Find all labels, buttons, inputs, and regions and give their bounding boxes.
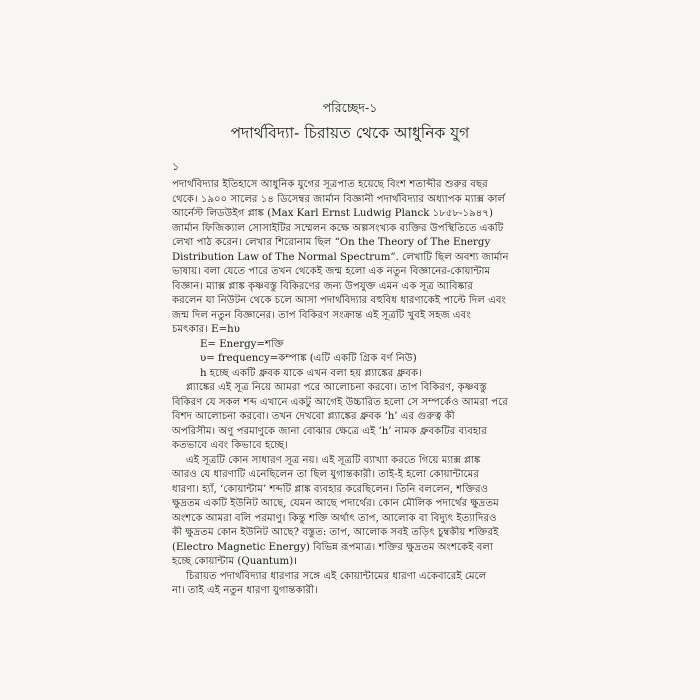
- text-line: চমৎকার। E=hυ: [172, 324, 240, 335]
- text-line: E= Energy=শক্তি: [200, 338, 284, 350]
- chapter-label: পরিচ্ছেদ-১: [322, 100, 378, 115]
- text-line: পদার্থবিদ্যার ইতিহাসে আধুনিক যুগের সূত্রপাত হয়েছে বিংশ শতাব্দীর শুরুর বছর: [172, 179, 488, 190]
- text-line: υ= frequency=কম্পাঙ্ক (এটি একটি গ্রিক বর্ণ নিউ): [200, 353, 417, 364]
- text-line: Distribution Law of The Normal Spectrum”. লেখাটি ছিল অবশ্য জার্মান: [172, 251, 509, 263]
- body-text: [172, 178, 528, 599]
- text-line: প্ল্যাঙ্কের এই সূত্র নিয়ে আমরা পরে আলোচনা করবো। তাপ বিকিরণ, কৃষ্ণবস্তু: [186, 382, 487, 393]
- text-line: ক্ষুদ্রতম একটি ইউনিট আছে, যেমন আছে পদার্থের। কোন মৌলিক পদার্থের ক্ষুদ্রতম: [172, 498, 499, 509]
- text-line: অপরিসীম। অণু পরমাণুকে জানা বোঝার ক্ষেত্রে এই ‘h’ নামক ধ্রুবকটির ব্যবহার: [172, 425, 487, 437]
- text-line: কতভাবে এবং কিভাবে হচ্ছে।: [172, 440, 288, 451]
- chapter-title: পদার্থবিদ্যা- চিরায়ত থেকে আধুনিক যুগ: [230, 124, 470, 142]
- text-line: জার্মান ফিজিক্যাল সোসাইটির সম্মেলন কক্ষে অল্পসংখ্যক ব্যক্তির উপস্থিতিতে একটি: [172, 222, 504, 234]
- text-line: কী ক্ষুদ্রতম কোন ইউনিট আছে? বস্তুত: তাপ, আলোক সবই তড়িৎ চুম্বকীয় শক্তিরই: [172, 527, 499, 538]
- text-line: আরও যে ধারণাটি এনেছিলেন তা ছিল যুগান্তকারী। তাই-ই হলো কোয়ান্টামের: [172, 469, 479, 480]
- text-line: থেকে। ১৯০০ সালের ১৪ ডিসেম্বর জার্মান বিজ্ঞানী পদার্থবিদ্যার অধ্যাপক ম্যাক্স কার্ল: [172, 193, 506, 205]
- text-line: বিশদ আলোচনা করবো। তখন দেখবো প্ল্যাঙ্কের ধ্রুবক ‘h’ এর গুরুত্ব কী: [172, 411, 455, 422]
- paragraph: [172, 570, 528, 599]
- text-line: ধারণা। হ্যাঁ, ‘কোয়ান্টাম’ শব্দটি প্লাঙ্ক ব্যবহার করেছিলেন। তিনি বললেন, শক্তিরও: [172, 483, 489, 495]
- text-line: না। তাই এই নতুন ধারণা যুগান্তকারী।: [172, 585, 318, 596]
- text-line: আর্নেস্ট লিডউইগ প্লাঙ্ক (Max Karl Ernst Ludwig Planck ১৮৫৮-১৯৪৭): [172, 208, 493, 219]
- text-line: লেখা পাঠ করেন। লেখার শিরোনাম ছিল “On the Theory of The Energy: [172, 237, 491, 248]
- paragraph: [172, 381, 528, 454]
- text-line: বিকিরণ যে সকল শব্দ এখানে একটু আগেই উচ্চারিত হলো সে সম্পর্কেও আমরা পরে: [172, 396, 508, 408]
- text-line: বিজ্ঞান। ম্যাক্স প্লাঙ্ক কৃষ্ণবস্তু বিকিরণের জন্য উপযুক্ত এমন এক সূত্র আবিষ্কার: [172, 280, 473, 292]
- text-line: করলেন যা নিউটন থেকে চলে আসা পদার্থবিদ্যার বহুবিধ ধারণাকেই পাল্টে দিল এবং: [172, 295, 506, 306]
- text-line: জন্ম দিল নতুন বিজ্ঞানের। তাপ বিকিরণ সংক্রান্ত এই সূত্রটি খুবই সহজ এবং: [172, 309, 471, 321]
- text-line: ভাষায়। বলা যেতে পারে তখন থেকেই জন্ম হলো এক নতুন বিজ্ঞানের-কোয়ান্টাম: [172, 266, 491, 277]
- text-line: অংশকে আমরা বলি পরমাণু। কিন্তু শক্তি অর্থাৎ তাপ, আলোক বা বিদ্যুৎ ইত্যাদিরও: [172, 512, 497, 524]
- text-line: চিরায়ত পদার্থবিদ্যার ধারণার সঙ্গে এই কোয়ান্টামের ধারণা একেবারেই মেলে: [186, 570, 487, 582]
- text-line: হচ্ছে কোয়ান্টাম (Quantum)।: [172, 556, 298, 567]
- text-line: (Electro Magnetic Energy) বিভিন্ন রূপমাত্র। শক্তির ক্ষুদ্রতম অংশকেই বলা: [172, 541, 493, 553]
- paragraph: [172, 454, 528, 570]
- paragraph: [172, 178, 528, 381]
- text-line: এই সূত্রটি কোন সাধারণ সূত্র নয়। এই সূত্রটি ব্যাখ্যা করতে গিয়ে ম্যাক্স প্লাঙ্ক: [186, 454, 481, 466]
- section-number: ১: [172, 160, 180, 173]
- text-line: h হচ্ছে একটি ধ্রুবক যাকে এখন বলা হয় প্ল্যাঙ্কের ধ্রুবক।: [200, 367, 422, 379]
